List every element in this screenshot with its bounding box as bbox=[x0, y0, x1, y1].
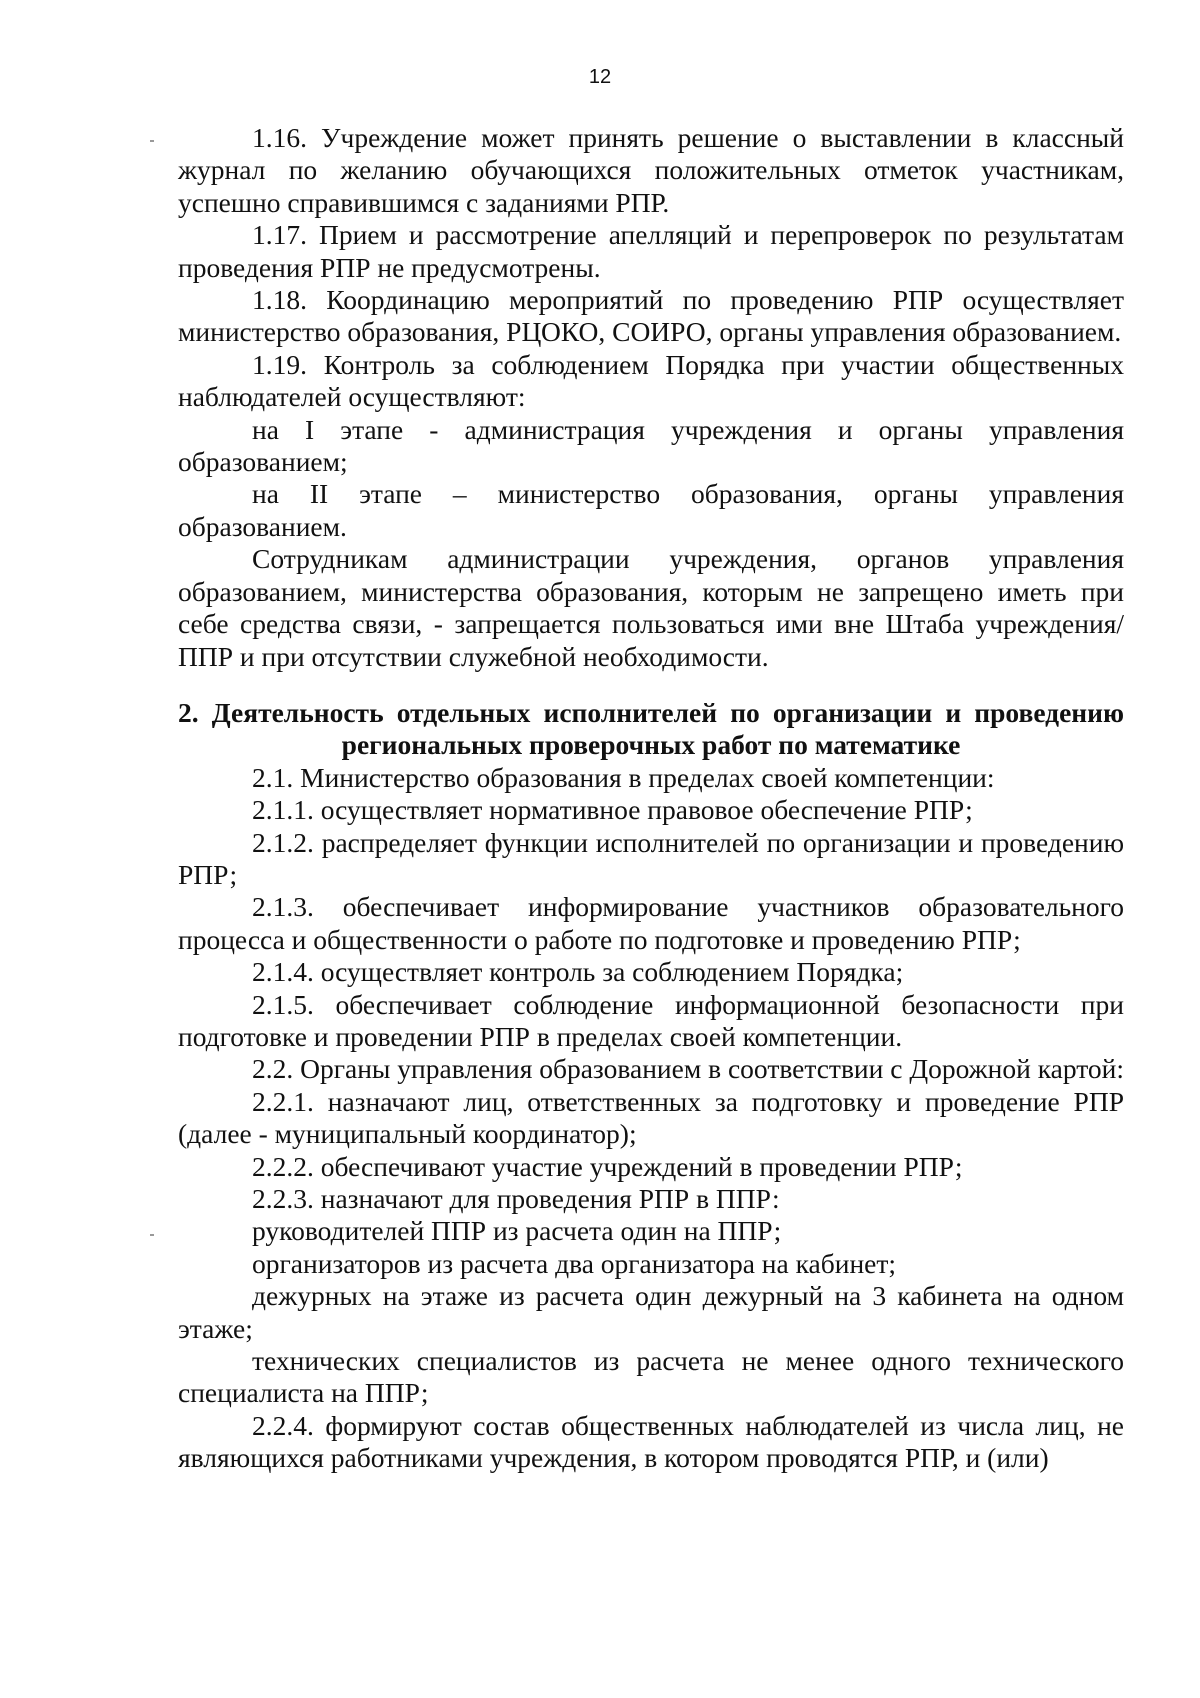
page-number: 12 bbox=[588, 66, 612, 88]
paragraph-1-18: 1.18. Координацию мероприятий по проведению РПР осуществляет министерство образования, РЦОКО, СОИРО, органы управления образованием. bbox=[178, 284, 1124, 348]
paragraph-1-16: 1.16. Учреждение может принять решение о выставлении в классный журнал по желанию обучающихся положительных отметок участникам, успешно справившимся с заданиями РПР. bbox=[178, 122, 1124, 218]
list-item-duty: дежурных на этаже из расчета один дежурный на 3 кабинета на одном этаже; bbox=[178, 1280, 1124, 1344]
paragraph-stage-1: на I этапе - администрация учреждения и органы управления образованием; bbox=[178, 413, 1124, 478]
list-item-organizers: организаторов из расчета два организатора на кабинет; bbox=[252, 1247, 897, 1279]
paragraph-2-2-1: 2.2.1. назначают лиц, ответственных за подготовку и проведение РПР (далее - муниципальный координатор); bbox=[178, 1085, 1124, 1150]
document-body bbox=[178, 122, 1124, 1475]
paragraph-2-1-3: 2.1.3. обеспечивает информирование участников образовательного процесса и общественности о работе по подготовке и проведению РПР; bbox=[178, 891, 1124, 955]
paragraph-1-17: 1.17. Прием и рассмотрение апелляций и перепроверок по результатам проведения РПР не предусмотрены. bbox=[178, 219, 1124, 283]
section-heading-line-1: 2. Деятельность отдельных исполнителей по организации и проведению bbox=[178, 696, 1124, 728]
list-item-heads: руководителей ППР из расчета один на ППР; bbox=[252, 1215, 782, 1247]
paragraph-2-1: 2.1. Министерство образования в пределах своей компетенции: bbox=[252, 761, 995, 793]
list-item-tech: технических специалистов из расчета не менее одного технического специалиста на ППР; bbox=[178, 1345, 1124, 1409]
paragraph-2-1-1: 2.1.1. осуществляет нормативное правовое обеспечение РПР; bbox=[252, 794, 973, 826]
section-heading-line-2: региональных проверочных работ по математике bbox=[341, 729, 961, 761]
section-heading bbox=[178, 697, 1124, 762]
paragraph-2-2-4: 2.2.4. формируют состав общественных наблюдателей из числа лиц, не являющихся работниками учреждения, в котором проводятся РПР, и (или) bbox=[178, 1409, 1124, 1474]
paragraph-stage-2: на II этапе – министерство образования, органы управления образованием. bbox=[178, 478, 1124, 542]
paragraph-1-19: 1.19. Контроль за соблюдением Порядка при участии общественных наблюдателей осуществляют: bbox=[178, 348, 1124, 413]
paragraph-staff: Сотрудникам администрации учреждения, органов управления образованием, министерства образования, которым не запрещено иметь при себе средства связи, - запрещается пользоваться ими вне Штаба учреждения/ППР и при отсутствии служебной необходимости. bbox=[178, 543, 1124, 672]
paragraph-2-2-3: 2.2.3. назначают для проведения РПР в ППР: bbox=[252, 1183, 780, 1214]
paragraph-2-1-4: 2.1.4. осуществляет контроль за соблюдением Порядка; bbox=[252, 956, 904, 988]
paragraph-2-1-2: 2.1.2. распределяет функции исполнителей по организации и проведению РПР; bbox=[178, 826, 1124, 890]
paragraph-2-1-5: 2.1.5. обеспечивает соблюдение информационной безопасности при подготовке и проведении РПР в пределах своей компетенции. bbox=[178, 988, 1124, 1052]
paragraph-2-2: 2.2. Органы управления образованием в соответствии с Дорожной картой: bbox=[252, 1053, 1124, 1085]
scan-mark bbox=[150, 1234, 154, 1236]
scan-mark bbox=[150, 140, 154, 142]
paragraph-2-2-2: 2.2.2. обеспечивают участие учреждений в проведении РПР; bbox=[252, 1150, 963, 1182]
